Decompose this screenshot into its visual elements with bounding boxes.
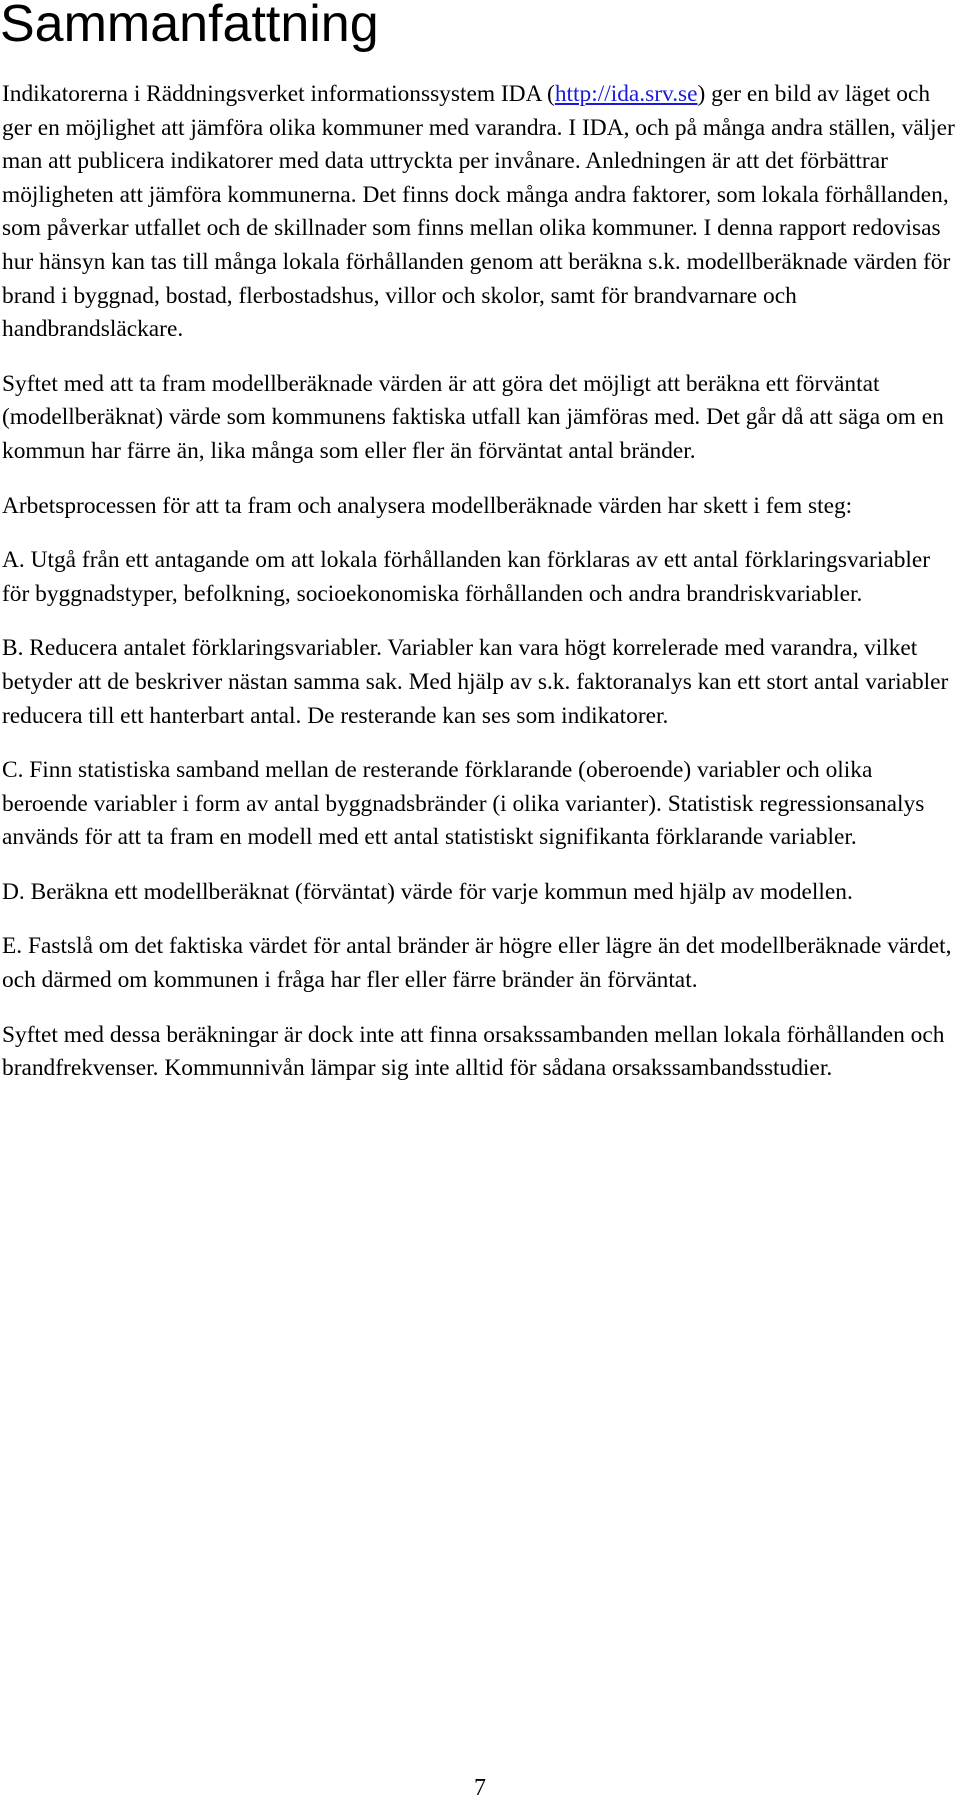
- paragraph-intro: [2, 78, 960, 347]
- step-c: C. Finn statistiska samband mellan de resterande förklarande (oberoende) variabler och olika beroende variabler i form av antal byggnadsbränder (i olika varianter). Statistisk regressionsanalys används för att ta fram en modell med ett antal statistiskt signifikanta förklarande variabler.: [2, 757, 925, 851]
- paragraph-conclusion: Syftet med dessa beräkningar är dock inte att finna orsakssambanden mellan lokala förhållanden och brandfrekvenser. Kommunnivån lämpar sig inte alltid för sådana orsakssambandsstudier.: [2, 1021, 945, 1082]
- page-title: Sammanfattning: [0, 0, 379, 53]
- paragraph-intro-lead: Indikatorerna i Räddningsverket informationssystem IDA (: [2, 81, 555, 107]
- step-b: B. Reducera antalet förklaringsvariabler. Variabler kan vara högt korrelerade med varandra, vilket betyder att de beskriver nästan samma sak. Med hjälp av s.k. faktoranalys kan ett stort antal variabler reducera till ett hanterbart antal. De resterande kan ses som indikatorer.: [2, 635, 949, 729]
- paragraph-process-intro: Arbetsprocessen för att ta fram och analysera modellberäknade värden har skett i fem steg:: [2, 492, 853, 519]
- page-number: 7: [474, 1775, 486, 1801]
- paragraph-intro-rest: ) ger en bild av läget och ger en möjlighet att jämföra olika kommuner med varandra. I IDA, och på många andra ställen, väljer man att publicera indikatorer med data uttryckta per invånare. Anledningen är att det förbättrar möjligheten att jämföra kommunerna. Det finns dock många andra faktorer, som lokala förhållanden, som påverkar utfallet och de skillnader som finns mellan olika kommuner. I denna rapport redovisas hur hänsyn kan tas till många lokala förhållanden genom att beräkna s.k. modellberäknade värden för brand i byggnad, bostad, flerbostadshus, villor och skolor, samt för brandvarnare och handbrandsläckare.: [2, 81, 955, 343]
- step-a: A. Utgå från ett antagande om att lokala förhållanden kan förklaras av ett antal förklaringsvariabler för byggnadstyper, befolkning, socioekonomiska förhållanden och andra brandriskvariabler.: [2, 547, 931, 607]
- summary-body: [2, 78, 960, 1107]
- paragraph-purpose: Syftet med att ta fram modellberäknade värden är att göra det möjligt att beräkna ett förväntat (modellberäknat) värde som kommunens faktiska utfall kan jämföras med. Det går då att säga om en kommun har färre än, lika många som eller fler än förväntat antal bränder.: [2, 370, 944, 464]
- step-e: E. Fastslå om det faktiska värdet för antal bränder är högre eller lägre än det modellberäknade värdet, och därmed om kommunen i fråga har fler eller färre bränder än förväntat.: [2, 933, 952, 994]
- step-d: D. Beräkna ett modellberäknat (förväntat) värde för varje kommun med hjälp av modellen.: [2, 878, 853, 905]
- ida-link[interactable]: http://ida.srv.se: [554, 81, 698, 107]
